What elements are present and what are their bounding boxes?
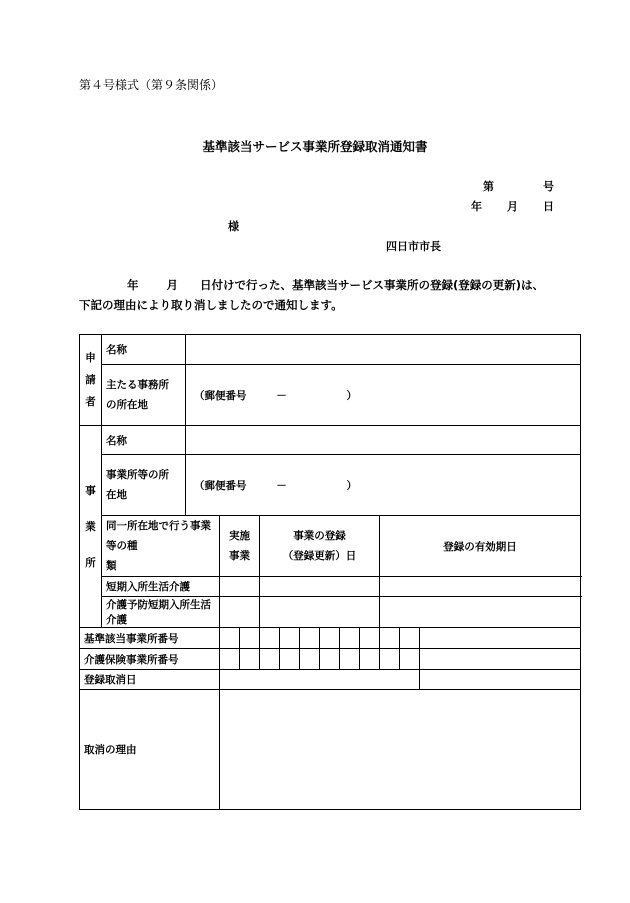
document-title: 基準該当サービス事業所登録取消通知書 (202, 139, 428, 154)
registration-date-header: 事業の登録 （登録更新）日 (260, 516, 380, 577)
issue-date-month: 月 (507, 200, 518, 213)
short-stay-registration-date-cell (260, 577, 380, 597)
cancel-reason-field (220, 690, 581, 810)
service-prevent-short-stay-label: 介護予防短期入所生活介護 (102, 597, 220, 628)
office-location-label: 事業所等の所 在地 (102, 455, 186, 516)
prevent-short-stay-implemented-cell (220, 597, 260, 628)
applicant-name-label: 名称 (102, 335, 186, 365)
kijun-office-number-label: 基準該当事業所番号 (80, 628, 220, 649)
kijun-number-digit (360, 628, 380, 649)
applicant-name-field (186, 335, 581, 365)
applicant-section-label: 申 請 者 (80, 335, 102, 426)
same-location-services-header: 同一所在地で行う事業等の種 類 (102, 516, 220, 577)
service-short-stay-label: 短期入所生活介護 (102, 577, 220, 597)
kijun-number-blank (420, 628, 581, 649)
office-location-field: （郵便番号 － ） (186, 455, 581, 516)
kaigo-number-digit (320, 649, 340, 670)
prevent-short-stay-registration-date-cell (260, 597, 380, 628)
body-date-month: 月 (166, 278, 178, 292)
notice-body (79, 275, 564, 315)
kaigo-number-digit (220, 649, 240, 670)
kaigo-number-digit (340, 649, 360, 670)
form-identifier: 第４号様式（第９条関係） (79, 78, 224, 92)
office-name-label: 名称 (102, 426, 186, 455)
prevent-short-stay-validity-cell (380, 597, 581, 628)
registration-table (79, 334, 581, 810)
cancel-date-blank (420, 670, 581, 690)
kijun-number-digit (340, 628, 360, 649)
cancel-date-label: 登録取消日 (80, 670, 220, 690)
kijun-number-digit (380, 628, 400, 649)
kijun-number-digit (220, 628, 240, 649)
cancel-date-field (220, 670, 420, 690)
short-stay-validity-cell (380, 577, 581, 597)
document-number-suffix: 号 (543, 180, 554, 193)
issue-date-year: 年 (471, 200, 482, 213)
cancel-reason-label: 取消の理由 (80, 690, 220, 810)
applicant-address-label: 主たる事務所 の所在地 (102, 365, 186, 426)
kaigo-number-digit (400, 649, 420, 670)
issuer-name: 四日市市長 (386, 240, 441, 253)
body-date-year: 年 (127, 278, 139, 292)
kaigo-number-digit (260, 649, 280, 670)
kijun-number-digit (280, 628, 300, 649)
office-section-label: 事 業 所 (80, 426, 102, 628)
kijun-number-digit (260, 628, 280, 649)
body-text-line2: 下記の理由により取り消しましたので通知します。 (79, 298, 343, 312)
short-stay-implemented-cell (220, 577, 260, 597)
kaigo-office-number-label: 介護保険事業所番号 (80, 649, 220, 670)
kaigo-number-digit (380, 649, 400, 670)
validity-date-header: 登録の有効期日 (380, 516, 581, 577)
implemented-service-header: 実施 事業 (220, 516, 260, 577)
kaigo-number-digit (280, 649, 300, 670)
addressee-honorific: 様 (228, 220, 239, 233)
kaigo-number-digit (240, 649, 260, 670)
document-number-prefix: 第 (483, 180, 494, 193)
kaigo-number-blank (420, 649, 581, 670)
kijun-number-digit (400, 628, 420, 649)
office-name-field (186, 426, 581, 455)
applicant-address-field: （郵便番号 － ） (186, 365, 581, 426)
kijun-number-digit (240, 628, 260, 649)
kijun-number-digit (320, 628, 340, 649)
kijun-number-digit (300, 628, 320, 649)
kaigo-number-digit (300, 649, 320, 670)
kaigo-number-digit (360, 649, 380, 670)
body-text-line1: 日付けで行った、基準該当サービス事業所の登録(登録の更新)は、 (200, 278, 545, 292)
issue-date-day: 日 (543, 200, 554, 213)
